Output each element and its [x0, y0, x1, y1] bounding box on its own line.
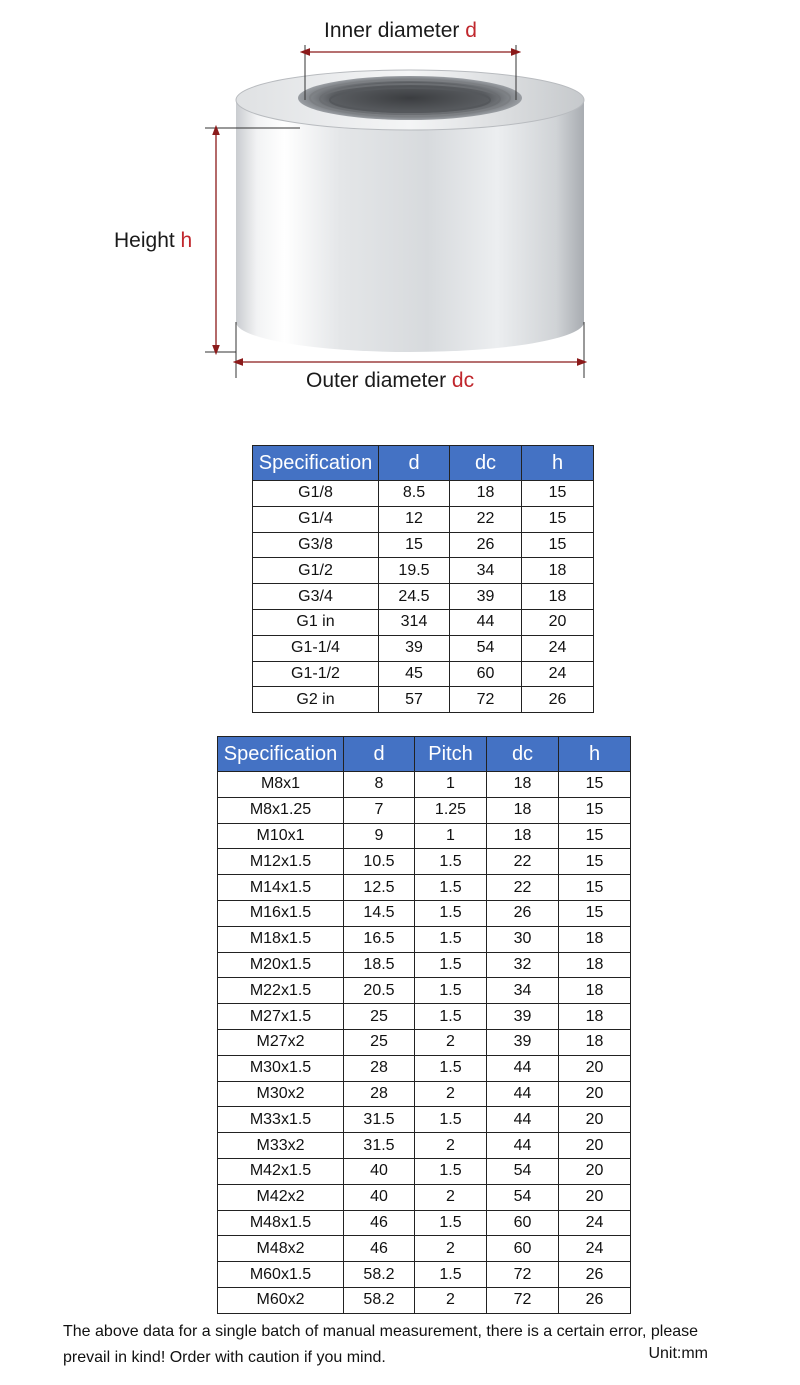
- table-row: [218, 978, 631, 1004]
- table-cell: 1.5: [415, 1158, 487, 1184]
- table-cell: 20: [559, 1081, 631, 1107]
- table-cell: 26: [559, 1287, 631, 1313]
- table-cell: 18: [559, 978, 631, 1004]
- table-cell: 44: [487, 1107, 559, 1133]
- table-cell: 58.2: [344, 1287, 415, 1313]
- table-row: [253, 584, 594, 610]
- table-row: [218, 1287, 631, 1313]
- table-cell: 20: [522, 609, 594, 635]
- table-cell: 28: [344, 1081, 415, 1107]
- table-cell: 46: [344, 1236, 415, 1262]
- outer-diameter-label: Outer diameter dc: [306, 369, 475, 392]
- table-cell: 1.5: [415, 1055, 487, 1081]
- table-cell: M42x1.5: [218, 1158, 344, 1184]
- column-header: d: [344, 737, 415, 772]
- table-cell: M20x1.5: [218, 952, 344, 978]
- table-cell: 314: [379, 609, 450, 635]
- table-cell: 54: [487, 1184, 559, 1210]
- table-row: [218, 1262, 631, 1288]
- table-cell: 18: [559, 926, 631, 952]
- table-cell: 45: [379, 661, 450, 687]
- table-cell: 26: [450, 532, 522, 558]
- table-cell: 2: [415, 1287, 487, 1313]
- height-label: Height h: [114, 229, 193, 252]
- table-cell: M33x2: [218, 1133, 344, 1159]
- table-cell: 1.5: [415, 849, 487, 875]
- table-row: [253, 609, 594, 635]
- table-row: [218, 1210, 631, 1236]
- coupling-illustration: [0, 0, 800, 420]
- table-cell: 14.5: [344, 900, 415, 926]
- table-cell: 15: [522, 532, 594, 558]
- table-cell: G3/8: [253, 532, 379, 558]
- table-cell: 2: [415, 1029, 487, 1055]
- table-cell: 15: [522, 481, 594, 507]
- table-cell: 20: [559, 1158, 631, 1184]
- table-cell: G1/2: [253, 558, 379, 584]
- table-row: [218, 849, 631, 875]
- table-cell: G3/4: [253, 584, 379, 610]
- column-header: Specification: [218, 737, 344, 772]
- table-cell: 26: [522, 687, 594, 713]
- table-cell: 2: [415, 1184, 487, 1210]
- table-cell: M8x1.25: [218, 797, 344, 823]
- table-cell: 1: [415, 772, 487, 798]
- table-cell: 12.5: [344, 875, 415, 901]
- table-cell: 8.5: [379, 481, 450, 507]
- table-row: [253, 532, 594, 558]
- table-cell: 26: [559, 1262, 631, 1288]
- table-cell: G1/4: [253, 506, 379, 532]
- table-cell: 2: [415, 1236, 487, 1262]
- table-cell: M27x1.5: [218, 1004, 344, 1030]
- table-cell: 20: [559, 1055, 631, 1081]
- table-cell: 20: [559, 1184, 631, 1210]
- table-cell: 16.5: [344, 926, 415, 952]
- table-cell: 40: [344, 1184, 415, 1210]
- table-cell: 24: [559, 1210, 631, 1236]
- table-cell: 44: [487, 1133, 559, 1159]
- table-cell: M22x1.5: [218, 978, 344, 1004]
- table-row: [253, 558, 594, 584]
- table-cell: 32: [487, 952, 559, 978]
- table-cell: 60: [450, 661, 522, 687]
- table-row: [218, 926, 631, 952]
- g-thread-spec-table: [252, 445, 594, 713]
- table-cell: 44: [450, 609, 522, 635]
- column-header: dc: [450, 446, 522, 481]
- table-cell: 72: [487, 1262, 559, 1288]
- table-cell: G2 in: [253, 687, 379, 713]
- table-cell: 18: [559, 1029, 631, 1055]
- table-cell: 15: [559, 849, 631, 875]
- column-header: Pitch: [415, 737, 487, 772]
- table-cell: M18x1.5: [218, 926, 344, 952]
- table-row: [218, 823, 631, 849]
- table-row: [253, 635, 594, 661]
- column-header: d: [379, 446, 450, 481]
- table-cell: 24: [522, 635, 594, 661]
- table-cell: 22: [487, 875, 559, 901]
- table-row: [218, 1184, 631, 1210]
- table-cell: M12x1.5: [218, 849, 344, 875]
- table-cell: M30x2: [218, 1081, 344, 1107]
- table-row: [218, 772, 631, 798]
- table-cell: 15: [379, 532, 450, 558]
- table-cell: 54: [450, 635, 522, 661]
- table-cell: 25: [344, 1004, 415, 1030]
- table-cell: 9: [344, 823, 415, 849]
- table-cell: 22: [450, 506, 522, 532]
- table-cell: 20: [559, 1107, 631, 1133]
- table-cell: 34: [487, 978, 559, 1004]
- table-cell: 15: [559, 900, 631, 926]
- table-cell: 72: [487, 1287, 559, 1313]
- table-cell: 54: [487, 1158, 559, 1184]
- table-cell: 7: [344, 797, 415, 823]
- table-cell: 44: [487, 1055, 559, 1081]
- table-row: [253, 687, 594, 713]
- table-cell: M10x1: [218, 823, 344, 849]
- table-cell: 39: [450, 584, 522, 610]
- table-cell: 72: [450, 687, 522, 713]
- table-cell: G1/8: [253, 481, 379, 507]
- table-cell: M16x1.5: [218, 900, 344, 926]
- table-cell: 58.2: [344, 1262, 415, 1288]
- table-cell: G1-1/2: [253, 661, 379, 687]
- table-row: [218, 875, 631, 901]
- table-cell: 15: [559, 772, 631, 798]
- table-cell: 1.5: [415, 1210, 487, 1236]
- table-cell: 15: [559, 797, 631, 823]
- table-cell: 1.25: [415, 797, 487, 823]
- table-cell: G1 in: [253, 609, 379, 635]
- table-cell: M60x1.5: [218, 1262, 344, 1288]
- table-row: [218, 952, 631, 978]
- table-cell: M48x1.5: [218, 1210, 344, 1236]
- column-header: dc: [487, 737, 559, 772]
- table-cell: 39: [379, 635, 450, 661]
- table-cell: M33x1.5: [218, 1107, 344, 1133]
- unit-label: Unit:mm: [648, 1345, 708, 1362]
- table-cell: 18: [559, 952, 631, 978]
- table-cell: 1.5: [415, 900, 487, 926]
- table-row: [218, 1236, 631, 1262]
- table-cell: 15: [559, 875, 631, 901]
- table-cell: M48x2: [218, 1236, 344, 1262]
- table-cell: 19.5: [379, 558, 450, 584]
- table-row: [218, 797, 631, 823]
- table-cell: 24.5: [379, 584, 450, 610]
- cylinder-body: [236, 100, 584, 352]
- table-cell: 15: [522, 506, 594, 532]
- table-cell: 60: [487, 1210, 559, 1236]
- metric-thread-spec-table: [217, 736, 631, 1314]
- table-row: [218, 900, 631, 926]
- table-cell: 1.5: [415, 952, 487, 978]
- table-cell: 24: [522, 661, 594, 687]
- table-row: [218, 1055, 631, 1081]
- table-cell: 20: [559, 1133, 631, 1159]
- table-cell: 18: [522, 584, 594, 610]
- table-row: [218, 1158, 631, 1184]
- column-header: h: [559, 737, 631, 772]
- table-row: [218, 1004, 631, 1030]
- table-row: [218, 1081, 631, 1107]
- table-cell: 1.5: [415, 1262, 487, 1288]
- table-row: [218, 1029, 631, 1055]
- table-cell: 31.5: [344, 1107, 415, 1133]
- table-cell: 2: [415, 1081, 487, 1107]
- table-cell: 18: [487, 772, 559, 798]
- table-cell: 46: [344, 1210, 415, 1236]
- table-cell: 18: [559, 1004, 631, 1030]
- table-cell: 18: [522, 558, 594, 584]
- table-cell: 1.5: [415, 875, 487, 901]
- table-cell: 18.5: [344, 952, 415, 978]
- product-diagram: [0, 0, 800, 420]
- table-row: [253, 661, 594, 687]
- table-cell: 20.5: [344, 978, 415, 1004]
- table-cell: M60x2: [218, 1287, 344, 1313]
- table-cell: M30x1.5: [218, 1055, 344, 1081]
- table-cell: 28: [344, 1055, 415, 1081]
- table-cell: 12: [379, 506, 450, 532]
- column-header: Specification: [253, 446, 379, 481]
- table-cell: M27x2: [218, 1029, 344, 1055]
- table-cell: 2: [415, 1133, 487, 1159]
- table-cell: 26: [487, 900, 559, 926]
- table-row: [218, 1107, 631, 1133]
- table-cell: M14x1.5: [218, 875, 344, 901]
- table-cell: 15: [559, 823, 631, 849]
- table-cell: 18: [487, 823, 559, 849]
- table-cell: 1.5: [415, 978, 487, 1004]
- table-cell: 1.5: [415, 926, 487, 952]
- table-cell: 22: [487, 849, 559, 875]
- table-cell: 1.5: [415, 1107, 487, 1133]
- table-cell: M42x2: [218, 1184, 344, 1210]
- table-cell: 60: [487, 1236, 559, 1262]
- inner-diameter-label: Inner diameter d: [324, 19, 477, 42]
- table-row: [253, 506, 594, 532]
- table-cell: 39: [487, 1004, 559, 1030]
- table-cell: 18: [487, 797, 559, 823]
- table-header-row: [253, 446, 594, 481]
- table-cell: 57: [379, 687, 450, 713]
- table-row: [253, 481, 594, 507]
- table-cell: 31.5: [344, 1133, 415, 1159]
- table-cell: 39: [487, 1029, 559, 1055]
- measurement-note: The above data for a single batch of manual measurement, there is a certain error, please prevail in kind! Order with caution if you mind.: [63, 1323, 699, 1366]
- table-cell: 10.5: [344, 849, 415, 875]
- table-row: [218, 1133, 631, 1159]
- table-cell: 8: [344, 772, 415, 798]
- table-cell: 30: [487, 926, 559, 952]
- table-cell: G1-1/4: [253, 635, 379, 661]
- table-cell: 1: [415, 823, 487, 849]
- table-cell: 40: [344, 1158, 415, 1184]
- table-cell: 25: [344, 1029, 415, 1055]
- column-header: h: [522, 446, 594, 481]
- table-header-row: [218, 737, 631, 772]
- table-cell: 44: [487, 1081, 559, 1107]
- table-cell: 34: [450, 558, 522, 584]
- table-cell: 18: [450, 481, 522, 507]
- table-cell: 24: [559, 1236, 631, 1262]
- table-cell: M8x1: [218, 772, 344, 798]
- table-cell: 1.5: [415, 1004, 487, 1030]
